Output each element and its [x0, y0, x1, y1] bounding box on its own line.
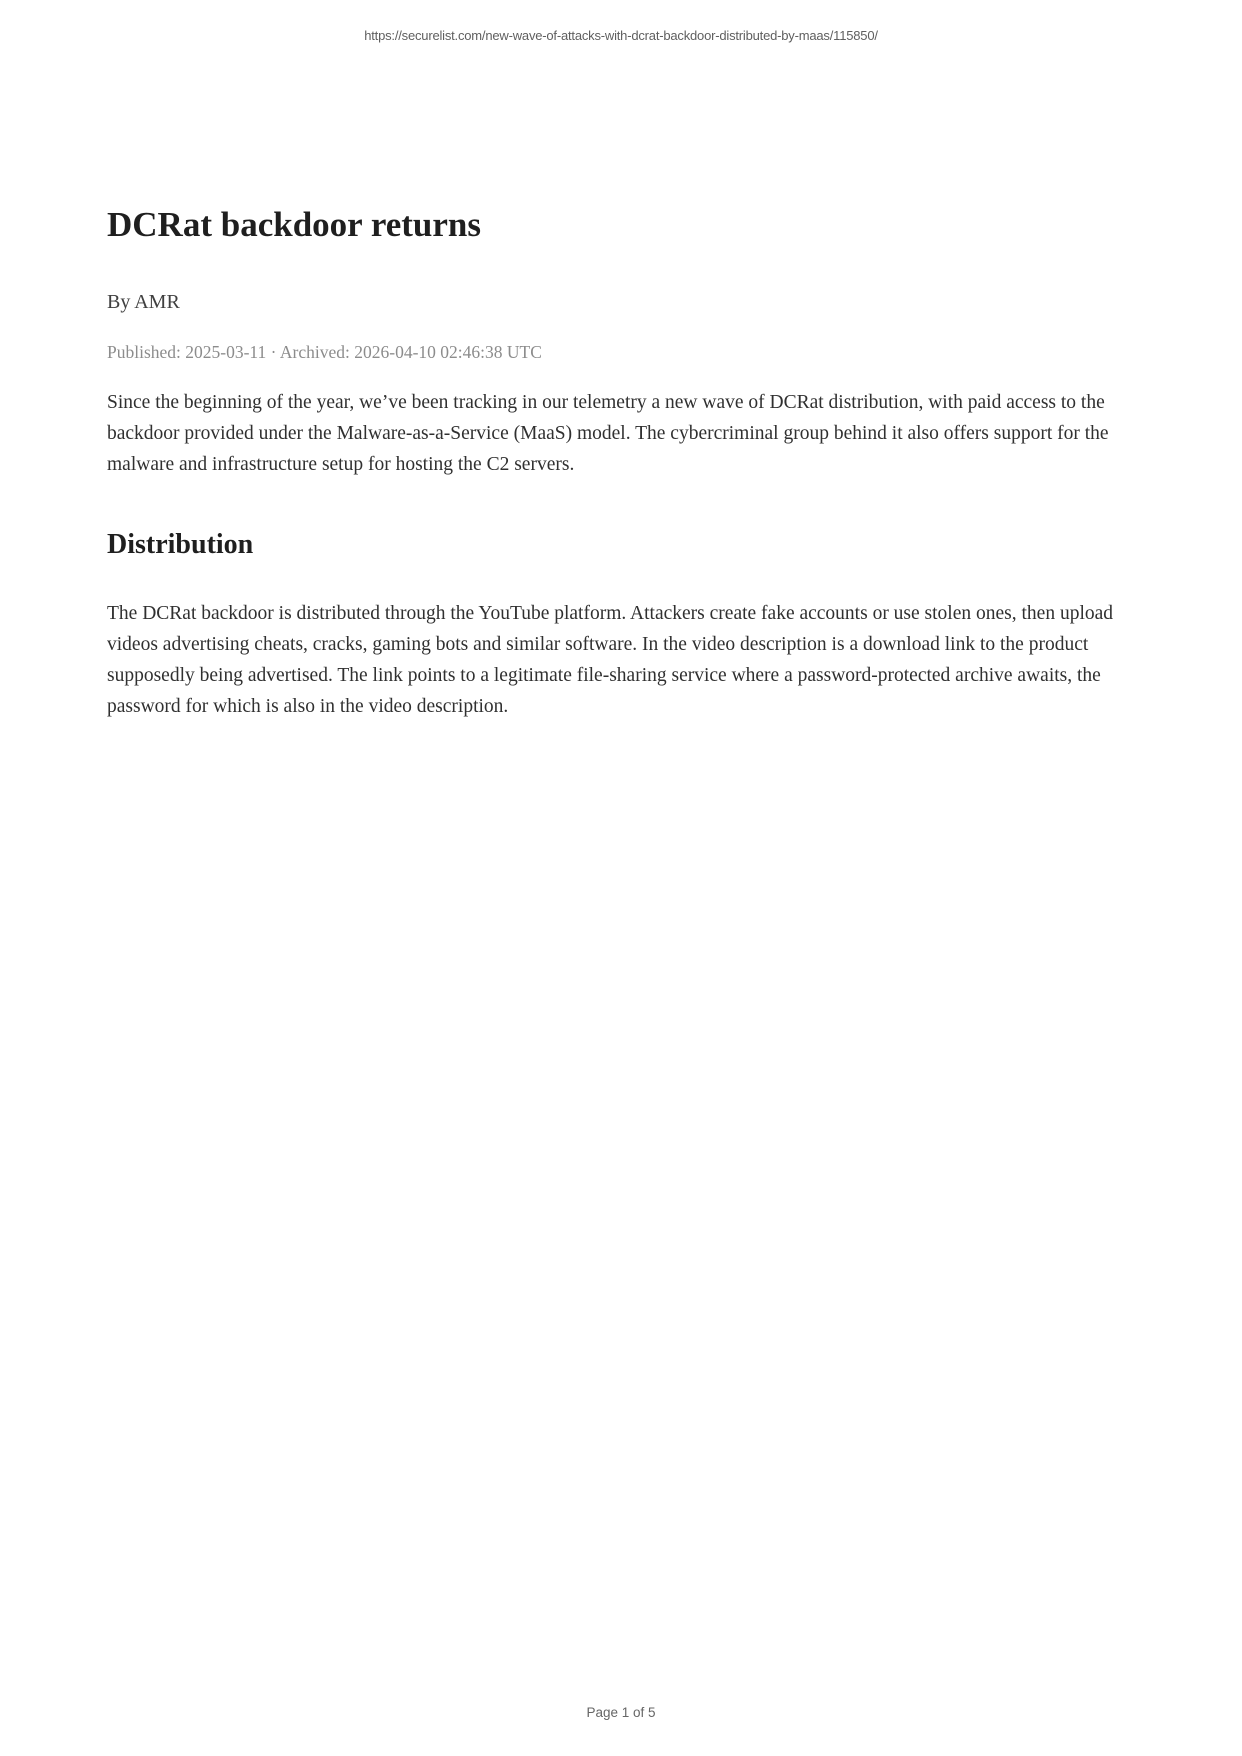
url-header: https://securelist.com/new-wave-of-attacks-with-dcrat-backdoor-distributed-by-maas/115850/ — [364, 28, 878, 43]
page-number-footer: Page 1 of 5 — [586, 1705, 656, 1720]
page-title: DCRat backdoor returns — [107, 205, 481, 244]
distribution-paragraph: The DCRat backdoor is distributed through the YouTube platform. Attackers create fake accounts or use stolen ones, then upload videos advertising cheats, cracks, gaming bots and similar software. In the video description is a download link to the product supposedly being advertised. The link points to a legitimate file-sharing service where a password-protected archive awaits, the password for which is also in the video description. — [107, 603, 1114, 717]
published-archived-meta: Published: 2025-03-11 · Archived: 2026-04-10 02:46:38 UTC — [107, 342, 542, 362]
article-content — [0, 0, 1242, 722]
intro-paragraph: Since the beginning of the year, we’ve been tracking in our telemetry a new wave of DCRat distribution, with paid access to the backdoor provided under the Malware-as-a-Service (MaaS) model. The cybercriminal group behind it also offers support for the malware and infrastructure setup for hosting the C2 servers. — [107, 392, 1109, 475]
byline: By AMR — [107, 291, 180, 313]
section-heading-distribution: Distribution — [107, 529, 254, 560]
